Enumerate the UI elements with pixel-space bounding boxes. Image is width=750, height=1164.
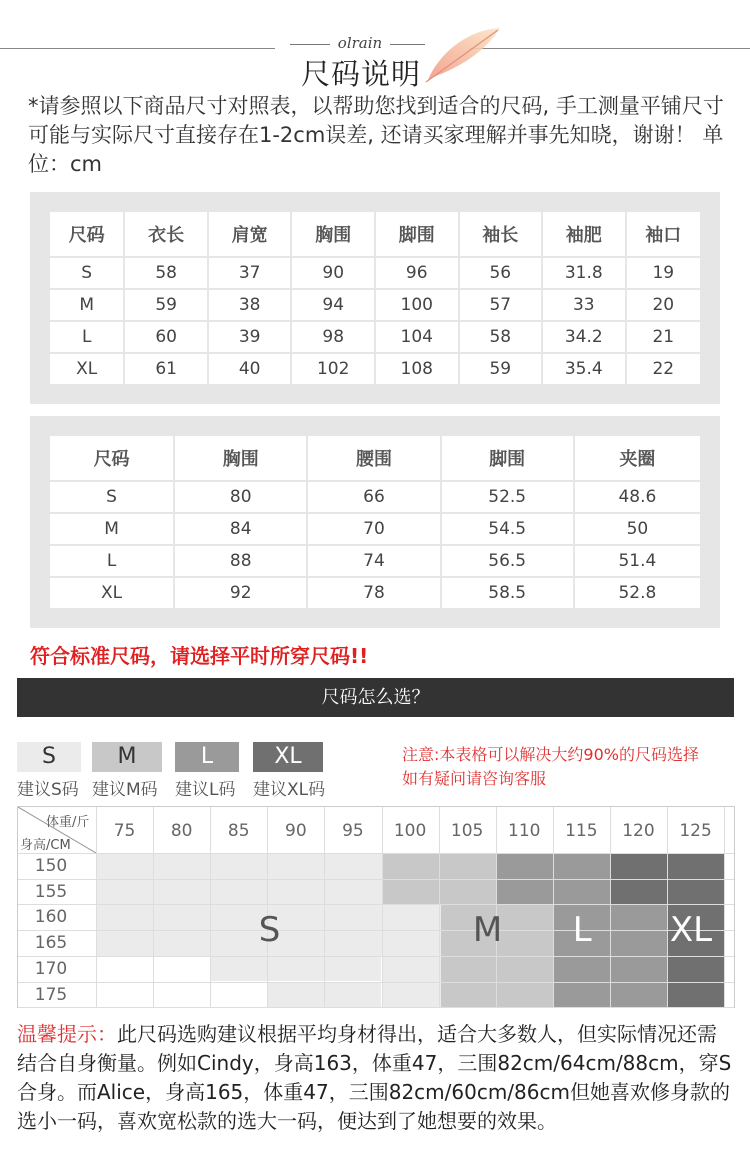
table-header-cell: 肩宽 <box>209 212 291 256</box>
table-cell: 102 <box>292 354 374 384</box>
table-header-cell: 脚围 <box>376 212 458 256</box>
height-label: 155 <box>34 881 68 902</box>
table-row <box>50 578 700 608</box>
height-label: 175 <box>34 984 68 1005</box>
zone-label-m: M <box>472 909 503 950</box>
table-cell: 60 <box>125 322 207 352</box>
height-label: 160 <box>34 907 68 928</box>
intro-text: *请参照以下商品尺寸对照表，以帮助您找到适合的尺码, 手工测量平铺尺寸可能与实际尺寸直接存在1-2cm误差, 还请买家理解并事先知晓，谢谢！ 单位：cm <box>28 94 724 176</box>
table-cell: 66 <box>308 482 439 512</box>
size-guide-grid <box>17 806 735 1008</box>
table-header-cell: 袖口 <box>627 212 700 256</box>
table-cell: 40 <box>209 354 291 384</box>
table-cell: 37 <box>209 258 291 288</box>
tip-body: 此尺码选购建议根据平均身材得出，适合大多数人，但实际情况还需结合自身衡量。例如Cindy，身高163，体重47，三围82cm/64cm/88cm，穿S合身。而Alice，身高165，体重47，三围82cm/60cm/86cm但她喜欢修身款的选小一码，喜欢宽松款的选大一码，便达到了她想要的效果。 <box>17 1022 732 1133</box>
note-line-1: 注意:本表格可以解决大约90%的尺码选择 <box>402 745 699 764</box>
legend-label-xl: 建议XL码 <box>253 780 326 800</box>
legend-swatch-l: L <box>175 742 239 772</box>
table-cell: 61 <box>125 354 207 384</box>
table-header-cell: 尺码 <box>50 436 173 480</box>
weight-label: 105 <box>450 821 484 841</box>
weight-label: 120 <box>622 821 655 841</box>
table-cell: 84 <box>175 514 306 544</box>
note-line-2: 如有疑问请咨询客服 <box>402 769 547 788</box>
weight-label: 95 <box>342 821 364 841</box>
tip-text <box>17 1020 733 1136</box>
tip-prefix: 温馨提示： <box>17 1022 117 1046</box>
table-header-cell: 脚围 <box>442 436 573 480</box>
table-cell: 58 <box>125 258 207 288</box>
table-cell: 20 <box>627 290 700 320</box>
table-cell: 50 <box>575 514 700 544</box>
header-rule-right <box>470 48 750 49</box>
table-cell: 22 <box>627 354 700 384</box>
weight-label: 80 <box>170 821 193 841</box>
table-header-cell: 胸围 <box>292 212 374 256</box>
page-title: 尺码说明 <box>300 57 421 91</box>
table-cell: M <box>50 514 173 544</box>
grid-line <box>724 807 725 1007</box>
table-cell: 98 <box>292 322 374 352</box>
table-cell: M <box>50 290 123 320</box>
grid-line <box>18 879 734 880</box>
brand-rule-left <box>290 44 330 45</box>
warning-text: 符合标准尺码，请选择平时所穿尺码!! <box>30 644 369 668</box>
table-cell: 35.4 <box>543 354 625 384</box>
table-cell: L <box>50 546 173 576</box>
table-cell: S <box>50 482 173 512</box>
weight-label: 110 <box>508 821 541 841</box>
weight-label: 85 <box>227 821 250 841</box>
table-header-cell: 胸围 <box>175 436 306 480</box>
table-cell: 96 <box>376 258 458 288</box>
zone-label-xl: XL <box>669 909 713 950</box>
table-cell: 52.5 <box>442 482 573 512</box>
grid-line <box>18 982 734 983</box>
table-cell: 39 <box>209 322 291 352</box>
table-cell: 21 <box>627 322 700 352</box>
table-cell: 70 <box>308 514 439 544</box>
size-table-2 <box>48 434 702 610</box>
table-cell: 54.5 <box>442 514 573 544</box>
table-header-cell: 夹圈 <box>575 436 700 480</box>
grid-line <box>18 853 734 854</box>
table-header-cell: 尺码 <box>50 212 123 256</box>
table-cell: 51.4 <box>575 546 700 576</box>
weight-label: 125 <box>679 821 712 841</box>
table-cell: 48.6 <box>575 482 700 512</box>
table-cell: 33 <box>543 290 625 320</box>
legend-label-l: 建议L码 <box>175 780 236 800</box>
height-label: 165 <box>34 933 68 954</box>
table-cell: 31.8 <box>543 258 625 288</box>
zone-label-s: S <box>258 909 281 950</box>
table-cell: 92 <box>175 578 306 608</box>
zone-s <box>210 956 381 982</box>
legend-label-s: 建议S码 <box>17 780 79 800</box>
grid-line <box>18 956 734 957</box>
legend-swatch-s: S <box>17 742 81 772</box>
weight-label: 115 <box>565 821 598 841</box>
table-cell: XL <box>50 578 173 608</box>
table-cell: L <box>50 322 123 352</box>
grid-line <box>18 1007 734 1008</box>
grid-line <box>18 930 734 931</box>
table-row <box>50 514 700 544</box>
table-row <box>50 258 700 288</box>
table-cell: 56.5 <box>442 546 573 576</box>
table-cell: 56 <box>460 258 542 288</box>
table-cell: 59 <box>125 290 207 320</box>
table-row <box>50 322 700 352</box>
header-rule-left <box>0 48 275 49</box>
table-cell: 34.2 <box>543 322 625 352</box>
height-axis-label: 身高/CM <box>20 838 71 853</box>
table-header-cell: 腰围 <box>308 436 439 480</box>
weight-label: 75 <box>113 821 136 841</box>
table-header-cell: 袖肥 <box>543 212 625 256</box>
height-label: 150 <box>34 856 68 876</box>
table-cell: 59 <box>460 354 542 384</box>
table-cell: 88 <box>175 546 306 576</box>
table-cell: 38 <box>209 290 291 320</box>
table-cell: 94 <box>292 290 374 320</box>
table-cell: 80 <box>175 482 306 512</box>
weight-axis-label: 体重/斤 <box>46 815 90 830</box>
table-cell: 78 <box>308 578 439 608</box>
legend-swatch-xl: XL <box>253 742 323 772</box>
size-table-1 <box>48 210 702 386</box>
table-cell: 58 <box>460 322 542 352</box>
section-bar: 尺码怎么选？ <box>17 678 734 717</box>
table-cell: 19 <box>627 258 700 288</box>
table-cell: 52.8 <box>575 578 700 608</box>
table-cell: S <box>50 258 123 288</box>
table-cell: 108 <box>376 354 458 384</box>
table-row <box>50 482 700 512</box>
note <box>402 743 699 791</box>
brand-logo: olrain <box>337 34 383 52</box>
height-label: 170 <box>34 958 68 979</box>
table-cell: 100 <box>376 290 458 320</box>
table-cell: 90 <box>292 258 374 288</box>
table-cell: 57 <box>460 290 542 320</box>
table-cell: 58.5 <box>442 578 573 608</box>
table-cell: XL <box>50 354 123 384</box>
feather-icon <box>420 22 505 84</box>
legend-swatch-m: M <box>92 742 162 772</box>
table-cell: 104 <box>376 322 458 352</box>
weight-label: 90 <box>285 821 307 841</box>
grid-line <box>18 904 734 905</box>
legend-label-m: 建议M码 <box>92 780 158 800</box>
table-header-cell: 衣长 <box>125 212 207 256</box>
zone-label-l: L <box>572 909 592 950</box>
table-row <box>50 290 700 320</box>
table-row <box>50 354 700 384</box>
table-cell: 74 <box>308 546 439 576</box>
table-header-cell: 袖长 <box>460 212 542 256</box>
table-row <box>50 546 700 576</box>
weight-label: 100 <box>393 821 427 841</box>
